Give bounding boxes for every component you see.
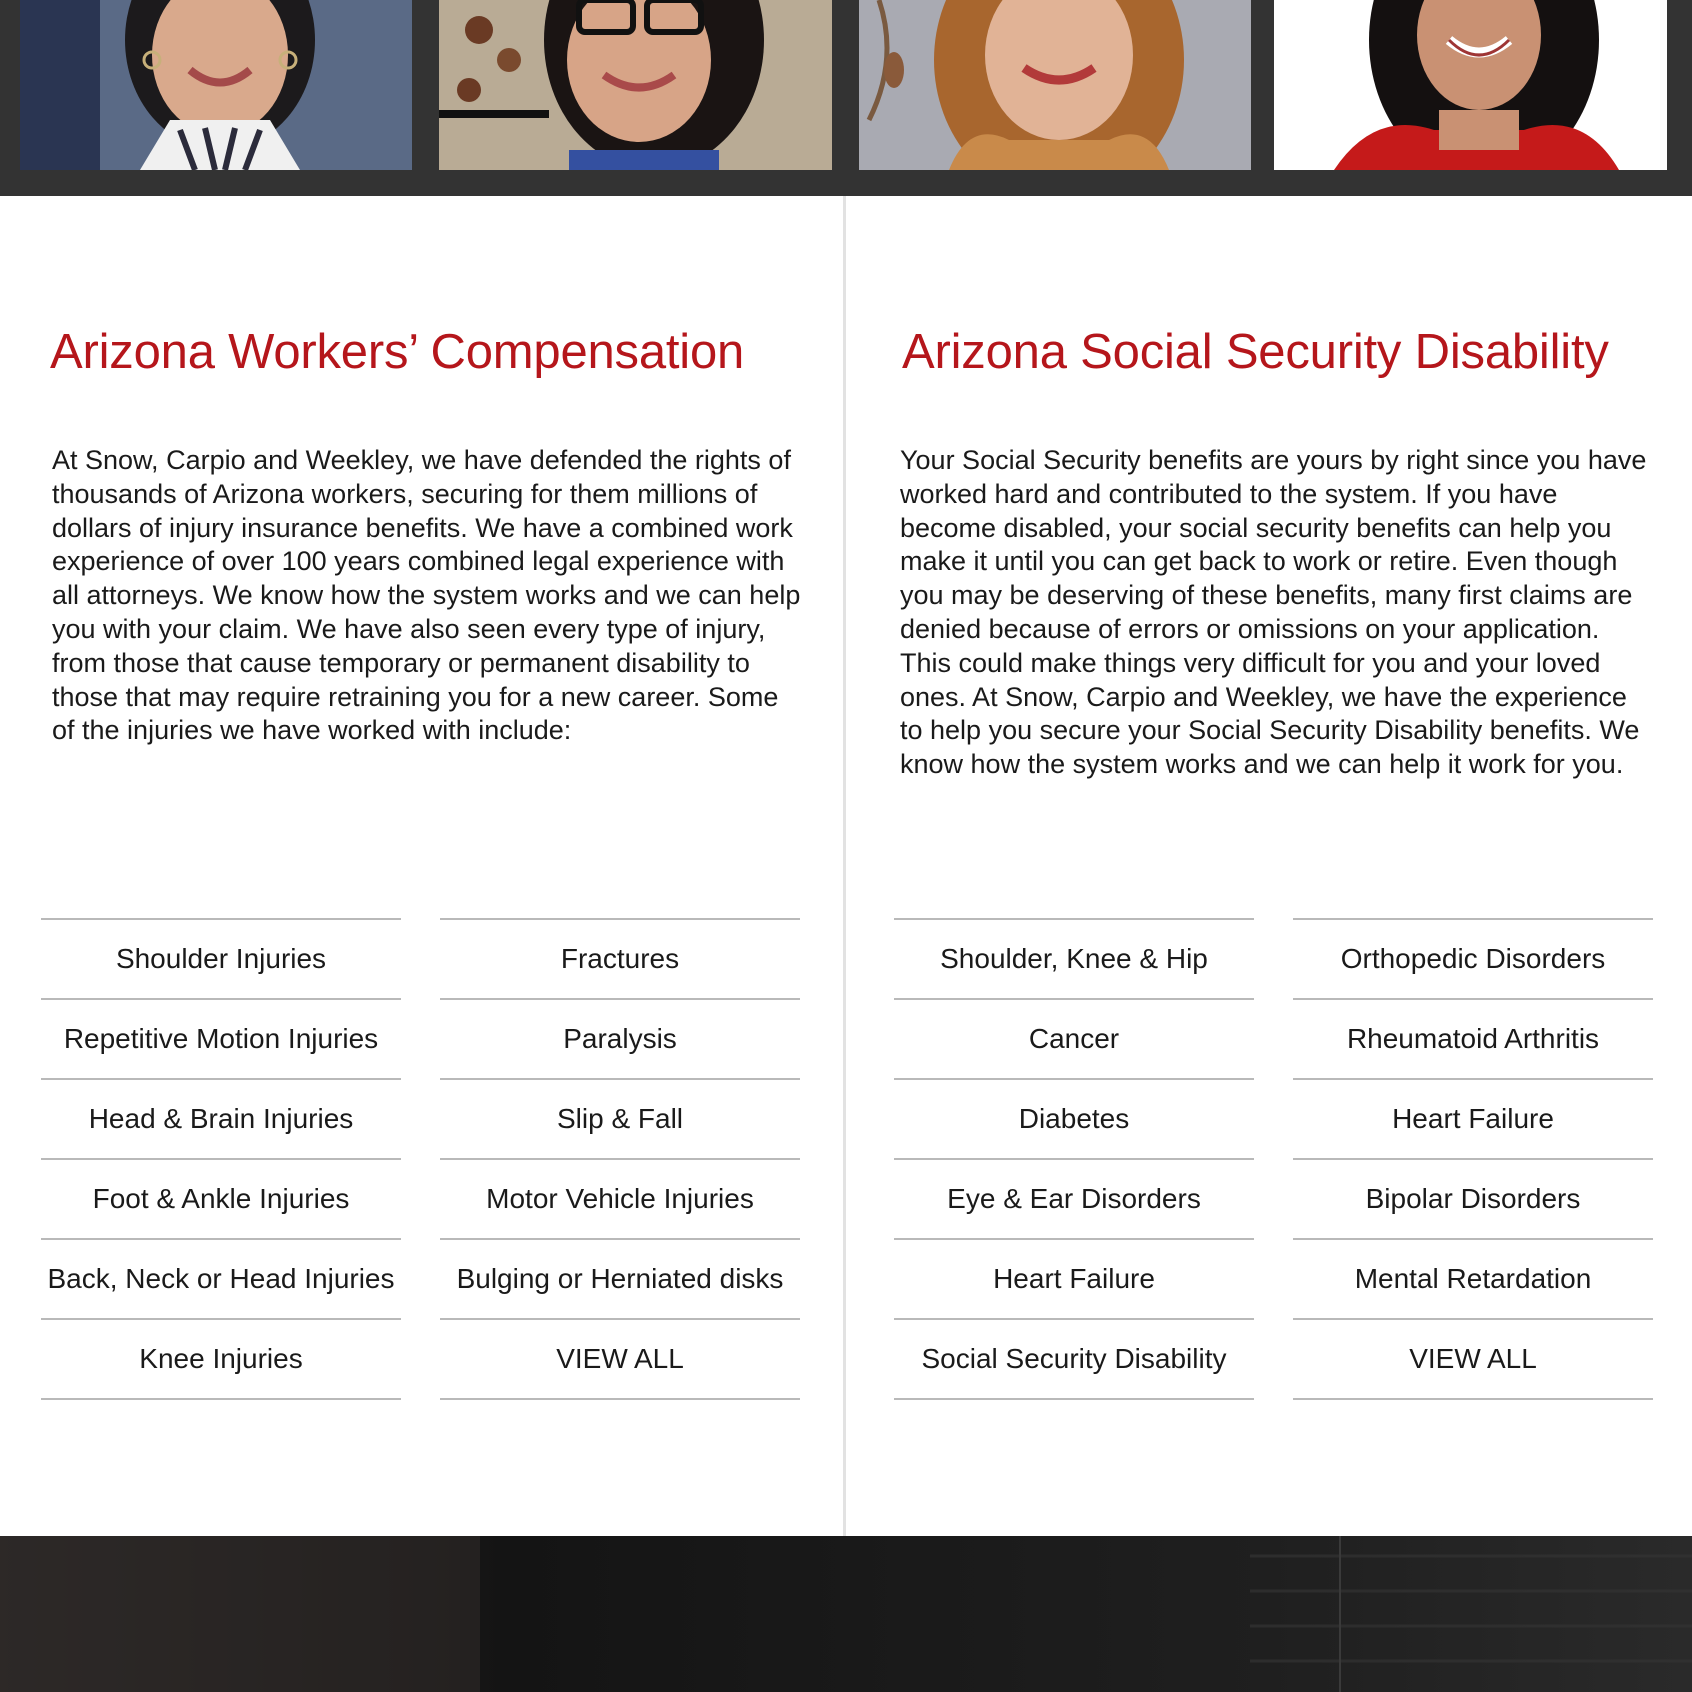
ssd-description: Your Social Security benefits are yours by right since you have worked hard and contributed to the system. If you have become disabled, your social security benefits can help you make it until you can get back to work or retire. Even though you may be deserving of these benefits, many first claims are denied because of errors or omissions on your application. This could make things very difficult for you and your loved ones. At Snow, Carpio and Weekley, we have the experience to help you secure your Social Security Disability benefits. We know how the system works and we can help it work for you. xyxy=(900,445,1647,780)
ssd-list-left xyxy=(894,918,1254,1400)
list-item[interactable]: Shoulder, Knee & Hip xyxy=(894,918,1254,998)
team-photo-strip xyxy=(0,0,1692,196)
list-item[interactable]: Paralysis xyxy=(440,998,800,1078)
list-item[interactable]: Repetitive Motion Injuries xyxy=(41,998,401,1078)
list-item[interactable]: Rheumatoid Arthritis xyxy=(1293,998,1653,1078)
attorney-photo-4[interactable] xyxy=(1274,0,1667,170)
attorney-photo-1[interactable] xyxy=(20,0,412,170)
list-item[interactable]: Fractures xyxy=(440,918,800,998)
list-item[interactable]: Mental Retardation xyxy=(1293,1238,1653,1318)
list-item[interactable]: Bulging or Herniated disks xyxy=(440,1238,800,1318)
attorney-photo-2[interactable] xyxy=(439,0,832,170)
attorney-photo-3[interactable] xyxy=(859,0,1251,170)
list-item[interactable]: Cancer xyxy=(894,998,1254,1078)
workers-comp-heading: Arizona Workers’ Compensation xyxy=(50,325,745,379)
list-item[interactable]: Foot & Ankle Injuries xyxy=(41,1158,401,1238)
ssd-heading: Arizona Social Security Disability xyxy=(902,325,1609,379)
workers-comp-description: At Snow, Carpio and Weekley, we have defended the rights of thousands of Arizona workers, securing for them millions of dollars of injury insurance benefits. We have a combined work experience of over 100 years combined legal experience with all attorneys. We know how the system works and we can help you with your claim. We have also seen every type of injury, from those that cause temporary or permanent disability to those that may require retraining you for a new career. Some of the injuries we have worked with include: xyxy=(52,445,801,746)
list-item[interactable]: Shoulder Injuries xyxy=(41,918,401,998)
list-item[interactable]: Heart Failure xyxy=(894,1238,1254,1318)
list-item[interactable]: Social Security Disability xyxy=(894,1318,1254,1400)
list-item[interactable]: Back, Neck or Head Injuries xyxy=(41,1238,401,1318)
list-item[interactable]: Eye & Ear Disorders xyxy=(894,1158,1254,1238)
view-all-link[interactable]: VIEW ALL xyxy=(1293,1318,1653,1400)
view-all-link[interactable]: VIEW ALL xyxy=(440,1318,800,1400)
column-divider xyxy=(843,196,846,1536)
workers-comp-list-left xyxy=(41,918,401,1400)
ssd-list-right xyxy=(1293,918,1653,1400)
list-item[interactable]: Diabetes xyxy=(894,1078,1254,1158)
list-item[interactable]: Heart Failure xyxy=(1293,1078,1653,1158)
list-item[interactable]: Knee Injuries xyxy=(41,1318,401,1400)
list-item[interactable]: Orthopedic Disorders xyxy=(1293,918,1653,998)
list-item[interactable]: Motor Vehicle Injuries xyxy=(440,1158,800,1238)
practice-areas-section xyxy=(0,196,1692,1536)
list-item[interactable]: Head & Brain Injuries xyxy=(41,1078,401,1158)
workers-comp-list-right xyxy=(440,918,800,1400)
footer-photo-banner xyxy=(0,1536,1692,1692)
list-item[interactable]: Slip & Fall xyxy=(440,1078,800,1158)
list-item[interactable]: Bipolar Disorders xyxy=(1293,1158,1653,1238)
